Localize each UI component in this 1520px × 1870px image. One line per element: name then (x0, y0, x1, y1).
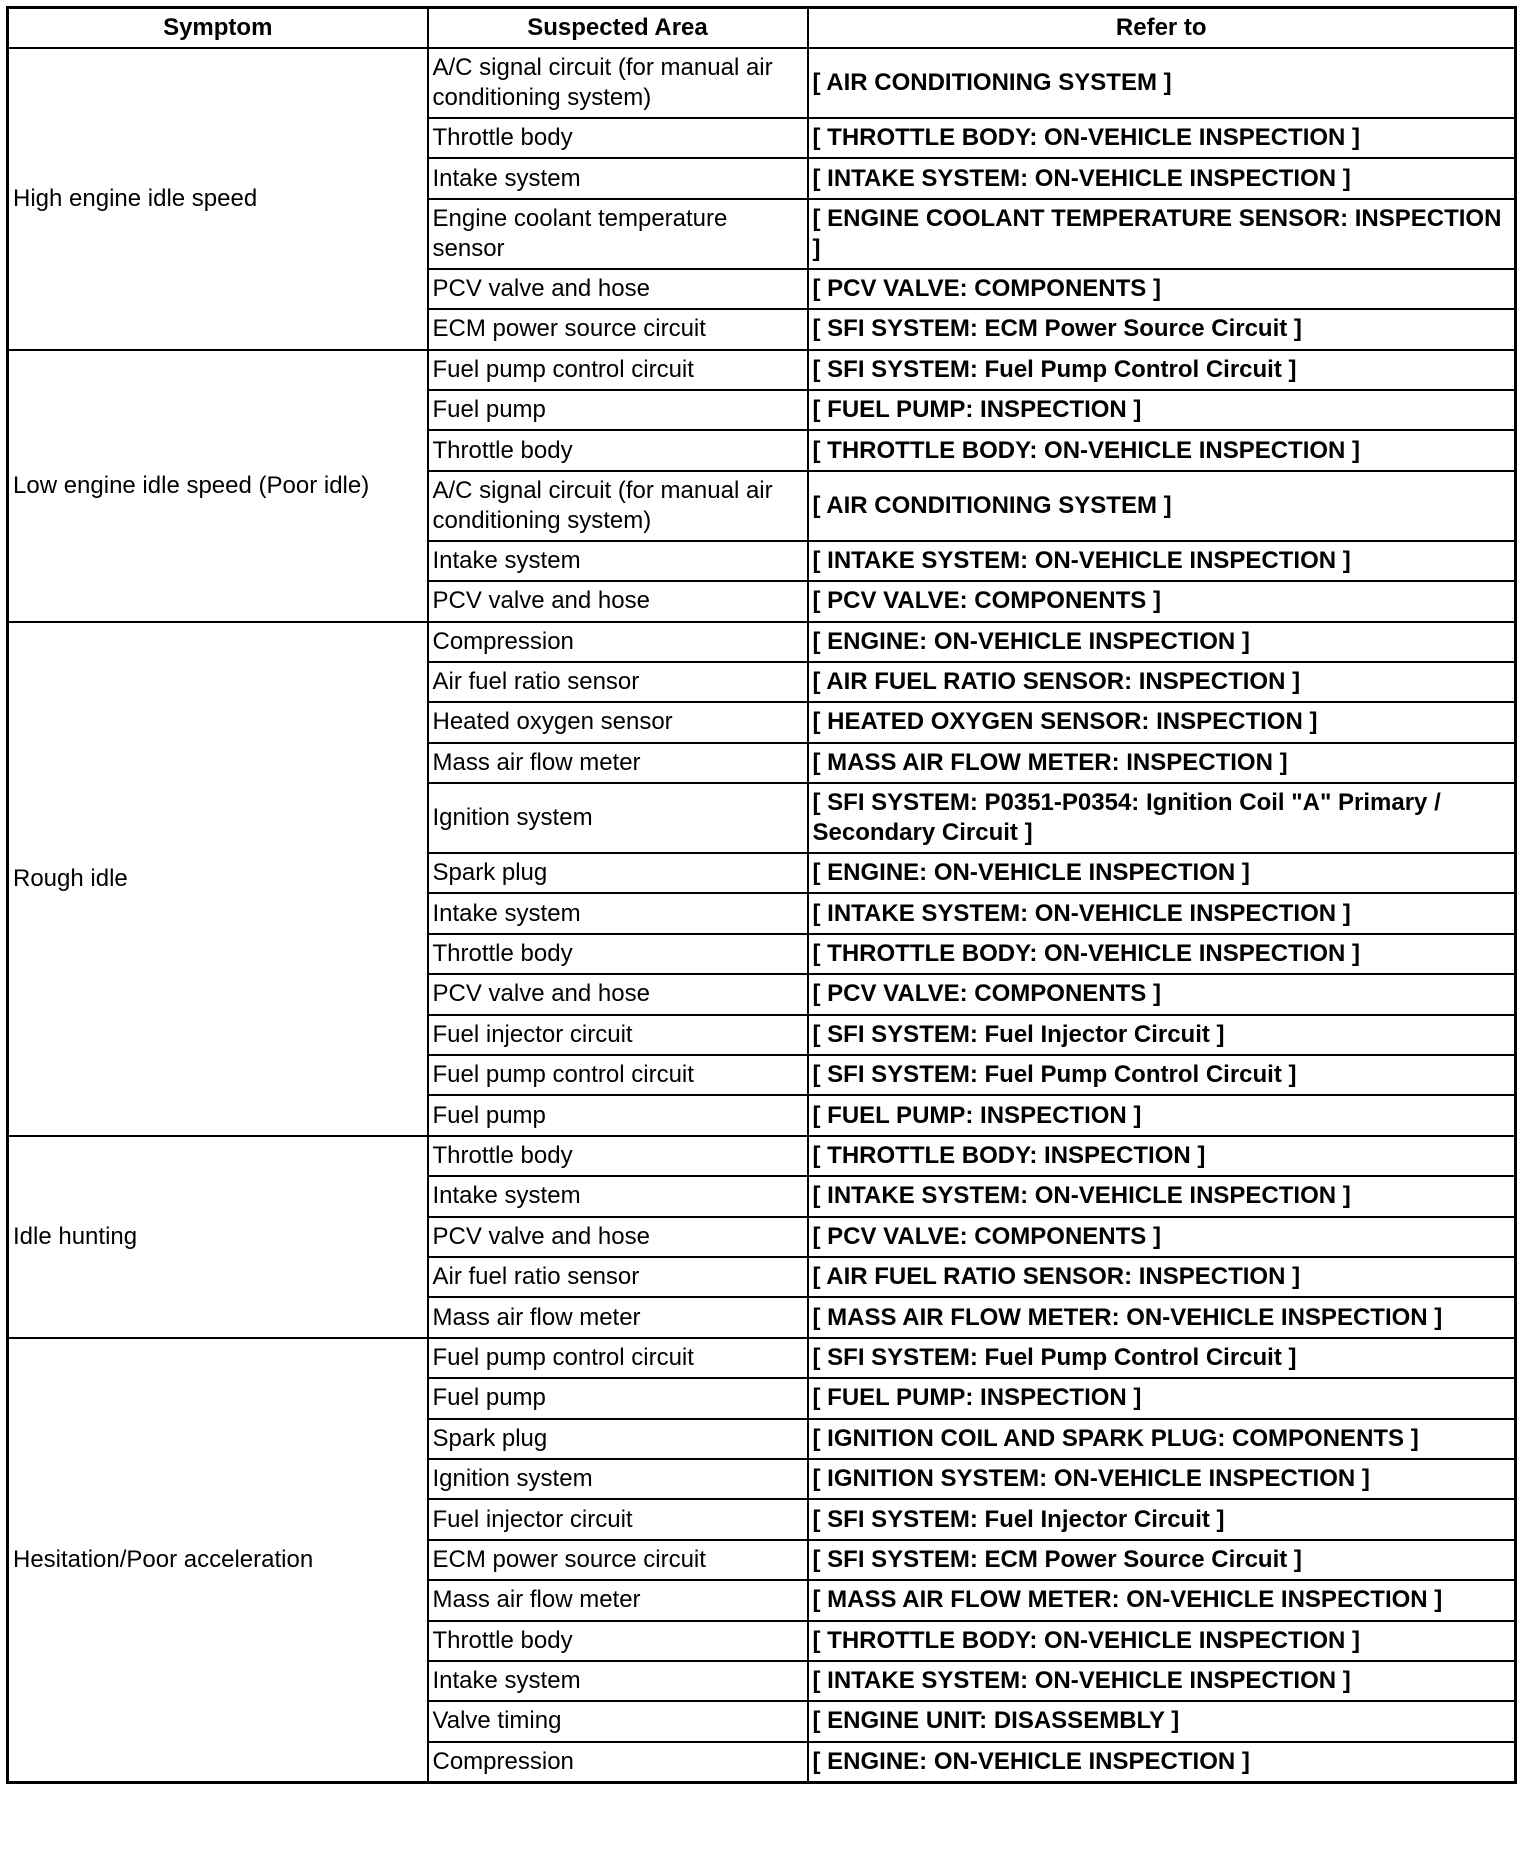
suspected-area-cell: Spark plug (428, 853, 808, 893)
table-row (8, 622, 1516, 662)
refer-to-link[interactable]: [ ENGINE UNIT: DISASSEMBLY ] (808, 1701, 1516, 1741)
suspected-area-cell: Fuel injector circuit (428, 1499, 808, 1539)
suspected-area-cell: Heated oxygen sensor (428, 702, 808, 742)
refer-to-link[interactable]: [ INTAKE SYSTEM: ON-VEHICLE INSPECTION ] (808, 541, 1516, 581)
refer-to-link[interactable]: [ FUEL PUMP: INSPECTION ] (808, 1378, 1516, 1418)
refer-to-link[interactable]: [ MASS AIR FLOW METER: ON-VEHICLE INSPECTION ] (808, 1580, 1516, 1620)
suspected-area-cell: Ignition system (428, 783, 808, 853)
table-row (8, 350, 1516, 390)
suspected-area-cell: PCV valve and hose (428, 581, 808, 621)
refer-to-link[interactable]: [ ENGINE COOLANT TEMPERATURE SENSOR: INSPECTION ] (808, 199, 1516, 269)
suspected-area-cell: Fuel pump control circuit (428, 1055, 808, 1095)
table-body (8, 48, 1516, 1783)
suspected-area-cell: Fuel injector circuit (428, 1015, 808, 1055)
header-symptom: Symptom (8, 8, 428, 49)
refer-to-link[interactable]: [ THROTTLE BODY: ON-VEHICLE INSPECTION ] (808, 934, 1516, 974)
refer-to-link[interactable]: [ ENGINE: ON-VEHICLE INSPECTION ] (808, 853, 1516, 893)
symptom-cell: Rough idle (8, 622, 428, 1136)
refer-to-link[interactable]: [ INTAKE SYSTEM: ON-VEHICLE INSPECTION ] (808, 1661, 1516, 1701)
suspected-area-cell: Mass air flow meter (428, 743, 808, 783)
refer-to-link[interactable]: [ FUEL PUMP: INSPECTION ] (808, 1095, 1516, 1135)
table-header (8, 8, 1516, 49)
refer-to-link[interactable]: [ PCV VALVE: COMPONENTS ] (808, 1217, 1516, 1257)
table-row (8, 1338, 1516, 1378)
suspected-area-cell: Fuel pump control circuit (428, 350, 808, 390)
suspected-area-cell: Intake system (428, 1176, 808, 1216)
refer-to-link[interactable]: [ PCV VALVE: COMPONENTS ] (808, 269, 1516, 309)
suspected-area-cell: Intake system (428, 1661, 808, 1701)
suspected-area-cell: Mass air flow meter (428, 1297, 808, 1337)
refer-to-link[interactable]: [ PCV VALVE: COMPONENTS ] (808, 974, 1516, 1014)
refer-to-link[interactable]: [ INTAKE SYSTEM: ON-VEHICLE INSPECTION ] (808, 1176, 1516, 1216)
refer-to-link[interactable]: [ INTAKE SYSTEM: ON-VEHICLE INSPECTION ] (808, 893, 1516, 933)
suspected-area-cell: Throttle body (428, 1621, 808, 1661)
suspected-area-cell: Intake system (428, 158, 808, 198)
header-row (8, 8, 1516, 49)
suspected-area-cell: Ignition system (428, 1459, 808, 1499)
suspected-area-cell: Valve timing (428, 1701, 808, 1741)
suspected-area-cell: Fuel pump (428, 1095, 808, 1135)
symptom-cell: Low engine idle speed (Poor idle) (8, 350, 428, 622)
refer-to-link[interactable]: [ SFI SYSTEM: ECM Power Source Circuit ] (808, 1540, 1516, 1580)
refer-to-link[interactable]: [ THROTTLE BODY: INSPECTION ] (808, 1136, 1516, 1176)
symptom-cell: High engine idle speed (8, 48, 428, 350)
suspected-area-cell: ECM power source circuit (428, 309, 808, 349)
suspected-area-cell: Throttle body (428, 1136, 808, 1176)
refer-to-link[interactable]: [ AIR FUEL RATIO SENSOR: INSPECTION ] (808, 662, 1516, 702)
refer-to-link[interactable]: [ SFI SYSTEM: Fuel Pump Control Circuit ] (808, 1055, 1516, 1095)
refer-to-link[interactable]: [ ENGINE: ON-VEHICLE INSPECTION ] (808, 1742, 1516, 1783)
suspected-area-cell: PCV valve and hose (428, 974, 808, 1014)
refer-to-link[interactable]: [ MASS AIR FLOW METER: INSPECTION ] (808, 743, 1516, 783)
refer-to-link[interactable]: [ HEATED OXYGEN SENSOR: INSPECTION ] (808, 702, 1516, 742)
symptom-cell: Idle hunting (8, 1136, 428, 1338)
refer-to-link[interactable]: [ SFI SYSTEM: Fuel Injector Circuit ] (808, 1499, 1516, 1539)
suspected-area-cell: ECM power source circuit (428, 1540, 808, 1580)
refer-to-link[interactable]: [ PCV VALVE: COMPONENTS ] (808, 581, 1516, 621)
header-suspected-area: Suspected Area (428, 8, 808, 49)
document-page (6, 6, 1514, 1784)
suspected-area-cell: Fuel pump (428, 390, 808, 430)
suspected-area-cell: Compression (428, 1742, 808, 1783)
suspected-area-cell: Air fuel ratio sensor (428, 662, 808, 702)
refer-to-link[interactable]: [ INTAKE SYSTEM: ON-VEHICLE INSPECTION ] (808, 158, 1516, 198)
refer-to-link[interactable]: [ THROTTLE BODY: ON-VEHICLE INSPECTION ] (808, 118, 1516, 158)
refer-to-link[interactable]: [ THROTTLE BODY: ON-VEHICLE INSPECTION ] (808, 1621, 1516, 1661)
table-row (8, 1136, 1516, 1176)
refer-to-link[interactable]: [ SFI SYSTEM: Fuel Pump Control Circuit ] (808, 1338, 1516, 1378)
suspected-area-cell: A/C signal circuit (for manual air conditioning system) (428, 48, 808, 118)
refer-to-link[interactable]: [ SFI SYSTEM: Fuel Injector Circuit ] (808, 1015, 1516, 1055)
suspected-area-cell: Mass air flow meter (428, 1580, 808, 1620)
suspected-area-cell: PCV valve and hose (428, 1217, 808, 1257)
refer-to-link[interactable]: [ IGNITION SYSTEM: ON-VEHICLE INSPECTION ] (808, 1459, 1516, 1499)
suspected-area-cell: Fuel pump (428, 1378, 808, 1418)
symptom-cell: Hesitation/Poor acceleration (8, 1338, 428, 1783)
refer-to-link[interactable]: [ SFI SYSTEM: P0351-P0354: Ignition Coil "A" Primary / Secondary Circuit ] (808, 783, 1516, 853)
refer-to-link[interactable]: [ MASS AIR FLOW METER: ON-VEHICLE INSPECTION ] (808, 1297, 1516, 1337)
suspected-area-cell: Throttle body (428, 118, 808, 158)
suspected-area-cell: Air fuel ratio sensor (428, 1257, 808, 1297)
suspected-area-cell: Intake system (428, 893, 808, 933)
header-refer-to: Refer to (808, 8, 1516, 49)
suspected-area-cell: Intake system (428, 541, 808, 581)
refer-to-link[interactable]: [ AIR CONDITIONING SYSTEM ] (808, 48, 1516, 118)
refer-to-link[interactable]: [ ENGINE: ON-VEHICLE INSPECTION ] (808, 622, 1516, 662)
suspected-area-cell: Spark plug (428, 1419, 808, 1459)
refer-to-link[interactable]: [ SFI SYSTEM: ECM Power Source Circuit ] (808, 309, 1516, 349)
suspected-area-cell: Fuel pump control circuit (428, 1338, 808, 1378)
suspected-area-cell: Throttle body (428, 934, 808, 974)
refer-to-link[interactable]: [ AIR FUEL RATIO SENSOR: INSPECTION ] (808, 1257, 1516, 1297)
suspected-area-cell: A/C signal circuit (for manual air conditioning system) (428, 471, 808, 541)
refer-to-link[interactable]: [ FUEL PUMP: INSPECTION ] (808, 390, 1516, 430)
table-row (8, 48, 1516, 118)
refer-to-link[interactable]: [ SFI SYSTEM: Fuel Pump Control Circuit ] (808, 350, 1516, 390)
refer-to-link[interactable]: [ THROTTLE BODY: ON-VEHICLE INSPECTION ] (808, 430, 1516, 470)
symptom-table (6, 6, 1517, 1784)
suspected-area-cell: Engine coolant temperature sensor (428, 199, 808, 269)
suspected-area-cell: PCV valve and hose (428, 269, 808, 309)
suspected-area-cell: Compression (428, 622, 808, 662)
refer-to-link[interactable]: [ AIR CONDITIONING SYSTEM ] (808, 471, 1516, 541)
suspected-area-cell: Throttle body (428, 430, 808, 470)
refer-to-link[interactable]: [ IGNITION COIL AND SPARK PLUG: COMPONENTS ] (808, 1419, 1516, 1459)
